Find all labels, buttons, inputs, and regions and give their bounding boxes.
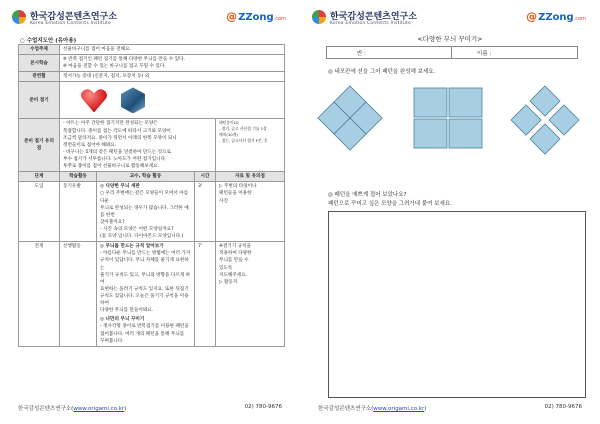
note-line: - 아트는 아주 간단한 접기지만 완성되는 모양은 xyxy=(63,121,158,127)
step-content xyxy=(97,242,195,347)
objective-label: 본시학습 xyxy=(19,55,60,72)
swirl-icon: @ xyxy=(526,10,538,23)
activity-line: 규칙도 있답니다. 오늘은 돌기기 규칙을 이용하여 xyxy=(100,293,189,307)
pattern-tile[interactable] xyxy=(530,124,560,154)
question-2: ◎ 패턴을 예쁘게 접어 보았나요? xyxy=(328,192,407,198)
step-material xyxy=(216,182,285,242)
material-line: 적용하여 다양한 xyxy=(219,251,252,257)
prep-label: 준비 접기 xyxy=(19,82,60,119)
objective-line: ※ 반복 접기인 패턴 접기를 통해 다양한 무늬를 만들 수 있다. xyxy=(63,57,185,63)
name-field-label: 이름 : xyxy=(477,51,492,57)
col-content: 교수, 학습 활동 xyxy=(97,172,195,182)
pattern-ring-group xyxy=(511,86,579,154)
step-name: 전개 xyxy=(19,242,60,347)
note-line: - 바구니는 5개의 같은 패턴을 연결하여 만드는 것으로 xyxy=(63,149,171,155)
note-line: 투쭈로 종이를 접어 선물바구니로 활동해보세요. xyxy=(63,164,160,170)
class-field-label: 반 : xyxy=(357,51,366,57)
zzong-logo xyxy=(526,10,586,23)
note-line: 복잡합니다. 종이를 접는 각도에 따라서 크기와 모양이 xyxy=(63,128,171,134)
material-line: 지도해주세요. xyxy=(219,272,248,278)
institute-name-en: Korea Emotion Contents Institute xyxy=(30,21,111,26)
step-time: 3' xyxy=(195,182,216,242)
notes-materials xyxy=(216,119,285,172)
pattern-tile[interactable] xyxy=(449,119,482,148)
material-line: 패턴종이10 xyxy=(219,120,239,126)
footer-link[interactable]: www.origami.co.kr xyxy=(373,406,425,412)
footer-phone: 02) 780-9676 xyxy=(244,404,282,410)
material-line: - 접기, 골고 사선접 기를 1장 xyxy=(219,126,267,132)
pattern-tile[interactable] xyxy=(511,105,541,135)
worksheet-title: <다양한 무늬 꾸미기> xyxy=(417,35,483,43)
activity-line: 꾸며봅니다. xyxy=(100,338,124,344)
area-label: 관련활 xyxy=(19,72,60,82)
pattern-tile[interactable] xyxy=(530,86,560,116)
col-material: 자료 및 유의점 xyxy=(216,172,285,182)
footer-phone: 02) 780-9676 xyxy=(544,404,582,410)
col-time: 시간 xyxy=(195,172,216,182)
col-type: 학습활동 xyxy=(60,172,97,182)
material-line: 있도록 xyxy=(219,265,233,271)
topic-label: 수업주제 xyxy=(19,45,60,55)
objective-value xyxy=(60,55,285,72)
institute-name: 한국감성콘텐츠연구소 xyxy=(330,12,417,22)
activity-line: 표현하는 돌려기 규칙도 있지요. 또한 뒤집기 xyxy=(100,286,189,292)
institute-name-en: Korea Emotion Contents Institute xyxy=(330,21,411,26)
page-header xyxy=(0,6,300,32)
note-line: 부수 접기가 서투릅니다. 노아도가 어떤 접기입니다. xyxy=(63,156,167,162)
activity-line: ○ 우리 주변에는 같은 모양들이 모여서 아름다운 xyxy=(100,191,189,204)
activity-header-row xyxy=(19,172,285,182)
step-time: 7' xyxy=(195,242,216,347)
pattern-tile[interactable] xyxy=(549,105,579,135)
section-title: ○ 수업지도안 (유아용) xyxy=(20,38,77,44)
pattern-diagrams xyxy=(300,80,600,180)
objective-line: ※ 마음을 전할 수 있는 바구니를 접고 꾸밀 수 있다. xyxy=(63,64,166,70)
pattern-tile[interactable] xyxy=(414,119,447,148)
activity-title: ◎ 나만의 무늬 꾸미기 xyxy=(100,317,145,323)
step-type: 선행활동 xyxy=(60,242,97,347)
note-line: 조금씩 달라져요. 종이가 뒤면서 아래의 한쪽 모양이 되니 xyxy=(63,135,177,141)
activity-title: ◎ 다양한 무늬 세판 xyxy=(100,184,140,190)
activity-line: 접어봅니다. 여러 개의 패턴을 통해 무늬를 xyxy=(100,331,185,337)
footer-org: 한국감성콘텐츠연구소 xyxy=(318,406,372,412)
drawing-area[interactable] xyxy=(328,211,586,398)
brand-suffix: .com xyxy=(273,16,286,22)
worksheet-page xyxy=(300,0,600,424)
note-line: 정면들이로 접어야 해봐요. xyxy=(63,142,117,148)
page-footer: 한국감성콘텐츠연구소(www.origami.co.kr) 02) 780-9676 xyxy=(318,404,582,412)
area-value: 정서가능 증대 (신문지, 접지, 포장지 등) 외 xyxy=(60,72,285,82)
pattern-square-group xyxy=(414,88,482,148)
notes-label: 준비 접기 유의점 xyxy=(19,119,60,172)
prep-images xyxy=(60,82,285,119)
table-row xyxy=(19,242,285,347)
activity-title: ◎ 무늬를 만드는 규칙 알아보기 xyxy=(100,244,164,250)
question-1: ◎ 네모칸에 선을 그어 패턴을 완성해 보세요. xyxy=(328,69,436,75)
notes-value xyxy=(60,119,216,172)
material-line: 사진 xyxy=(219,198,228,204)
page-header xyxy=(300,6,600,32)
activity-line: - 정사각형 종이로 반복접기를 이용한 패턴을 xyxy=(100,324,189,330)
brand-name: ZZong xyxy=(538,12,574,23)
activity-line: (꽃 모양 입니다. 다이아몬드 모양입니다.) xyxy=(100,234,184,240)
footer-org: 한국감성콘텐츠연구소 xyxy=(18,406,72,412)
origami-heart-image xyxy=(81,88,107,112)
material-line: 무늬를 만들 수 xyxy=(219,258,249,264)
pattern-diamond-group xyxy=(318,86,382,150)
material-line: 배치(10개) xyxy=(219,132,238,138)
origami-basket-image xyxy=(121,87,145,113)
activity-line: 다양한 무늬를 만들어봐요. xyxy=(100,308,154,314)
activity-line: 규칙이 있답니다. 무늬 자체를 줄기게 표현하는 xyxy=(100,258,189,271)
material-line: 패턴들을 이용한 xyxy=(219,191,252,197)
institute-logo-icon xyxy=(12,10,26,24)
question-2-instruction: 패턴으로 꾸미고 싶은 모양을 그려가내 붙여 보세요. xyxy=(328,201,452,207)
lesson-plan-table xyxy=(18,44,285,347)
material-line: ▷ 주변의 타일이나 xyxy=(219,184,257,190)
step-content xyxy=(97,182,195,242)
institute-name: 한국감성콘텐츠연구소 xyxy=(30,12,117,22)
pattern-tile[interactable] xyxy=(414,88,447,117)
activity-line: 무늬로 완성되는 경우가 많습니다. 그러한 예를 한번 xyxy=(100,205,189,218)
material-line: ※결기기 규칙을 xyxy=(219,244,251,250)
pattern-tile[interactable] xyxy=(449,88,482,117)
col-step: 단계 xyxy=(19,172,60,182)
brand-name: ZZong xyxy=(238,12,274,23)
footer-link[interactable]: www.origami.co.kr xyxy=(73,406,125,412)
table-row xyxy=(19,182,285,242)
institute-logo-icon xyxy=(312,10,326,24)
topic-value: 선물바구니를 접어 마음을 전해요. xyxy=(60,45,285,55)
brand-suffix: .com xyxy=(573,16,586,22)
step-name: 도입 xyxy=(19,182,60,242)
activity-line: 줄기기 규칙도 있고, 무늬의 방향을 다르게 하여 xyxy=(100,272,191,285)
activity-line: 찾아볼까요? xyxy=(100,219,125,225)
activity-line: - 아름다운 무늬를 만드는 방법에는 여러 가지 xyxy=(100,251,191,257)
zzong-logo xyxy=(226,10,286,23)
material-line: ▷ 활동지 xyxy=(219,279,238,285)
step-type: 동기유발 xyxy=(60,182,97,242)
swirl-icon: @ xyxy=(226,10,238,23)
name-bar xyxy=(326,46,578,59)
material-line: - 접는, 골고사선 접기 F존, 후 xyxy=(219,138,268,144)
page-footer: 한국감성콘텐츠연구소(www.origami.co.kr) 02) 780-9676 xyxy=(18,404,282,412)
activity-line: - 사진 속의 모양은 어떤 모양일까요? xyxy=(100,226,174,232)
step-material xyxy=(216,242,285,347)
